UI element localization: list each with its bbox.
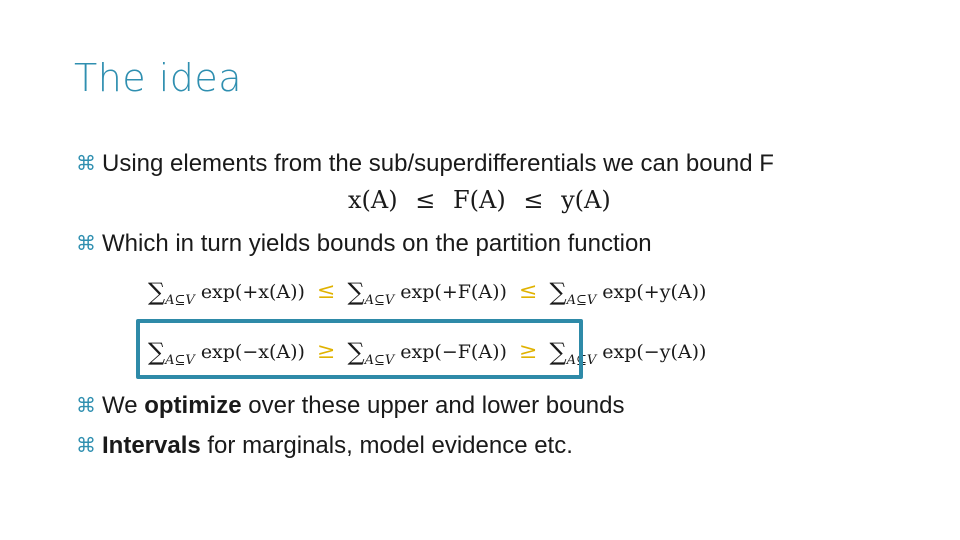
eq-relation: ≤	[415, 186, 436, 214]
eq-relation: ≤	[518, 279, 538, 304]
bullet-text-post: for marginals, model evidence etc.	[200, 432, 573, 459]
bullet-bound-f	[76, 150, 774, 178]
eq-relation: ≥	[317, 339, 336, 364]
bullet-text: Using elements from the sub/superdifferentials we can bound F	[102, 150, 774, 177]
bullet-text: Which in turn yields bounds on the partition function	[102, 230, 652, 257]
eq-term: x(A)	[348, 186, 398, 214]
bullet-intervals	[76, 432, 573, 460]
eq-term: y(A)	[561, 186, 611, 214]
bullet-text-pre: We	[102, 392, 145, 419]
sum-symbol: ∑	[549, 278, 567, 306]
eq-term: F(A)	[452, 186, 506, 214]
eq-term: exp(+x(A))	[200, 281, 305, 303]
eq-relation: ≤	[317, 279, 336, 304]
sum-symbol: ∑	[549, 338, 567, 366]
bullet-text-bold: optimize	[144, 392, 242, 419]
eq-term: exp(−y(A))	[602, 341, 707, 363]
sum-subscript: A⊆V	[364, 353, 395, 368]
eq-term: exp(−x(A))	[200, 341, 305, 363]
slide-title: The idea	[74, 56, 243, 100]
bullet-icon: ⌘	[76, 153, 96, 175]
bullet-partition	[76, 230, 652, 258]
bullet-icon: ⌘	[76, 395, 96, 417]
bullet-icon: ⌘	[76, 233, 96, 255]
eq-relation: ≥	[518, 339, 538, 364]
sum-symbol: ∑	[148, 278, 166, 306]
equation-bound-f	[348, 186, 611, 214]
bullet-optimize	[76, 392, 625, 420]
sum-subscript: A⊆V	[566, 353, 597, 368]
equation-upper-bounds	[148, 278, 706, 308]
sum-subscript: A⊆V	[165, 353, 195, 368]
eq-term: exp(−F(A))	[400, 341, 507, 363]
bullet-text-bold: Intervals	[102, 432, 201, 459]
highlight-box	[136, 319, 583, 379]
sum-symbol: ∑	[148, 338, 166, 366]
eq-term: exp(+F(A))	[400, 281, 507, 303]
sum-subscript: A⊆V	[165, 293, 195, 308]
sum-symbol: ∑	[347, 338, 365, 366]
bullet-text-post: over these upper and lower bounds	[241, 392, 625, 419]
sum-symbol: ∑	[347, 278, 365, 306]
sum-subscript: A⊆V	[566, 293, 597, 308]
eq-term: exp(+y(A))	[602, 281, 707, 303]
eq-relation: ≤	[523, 186, 544, 214]
bullet-icon: ⌘	[76, 435, 96, 457]
sum-subscript: A⊆V	[364, 293, 395, 308]
